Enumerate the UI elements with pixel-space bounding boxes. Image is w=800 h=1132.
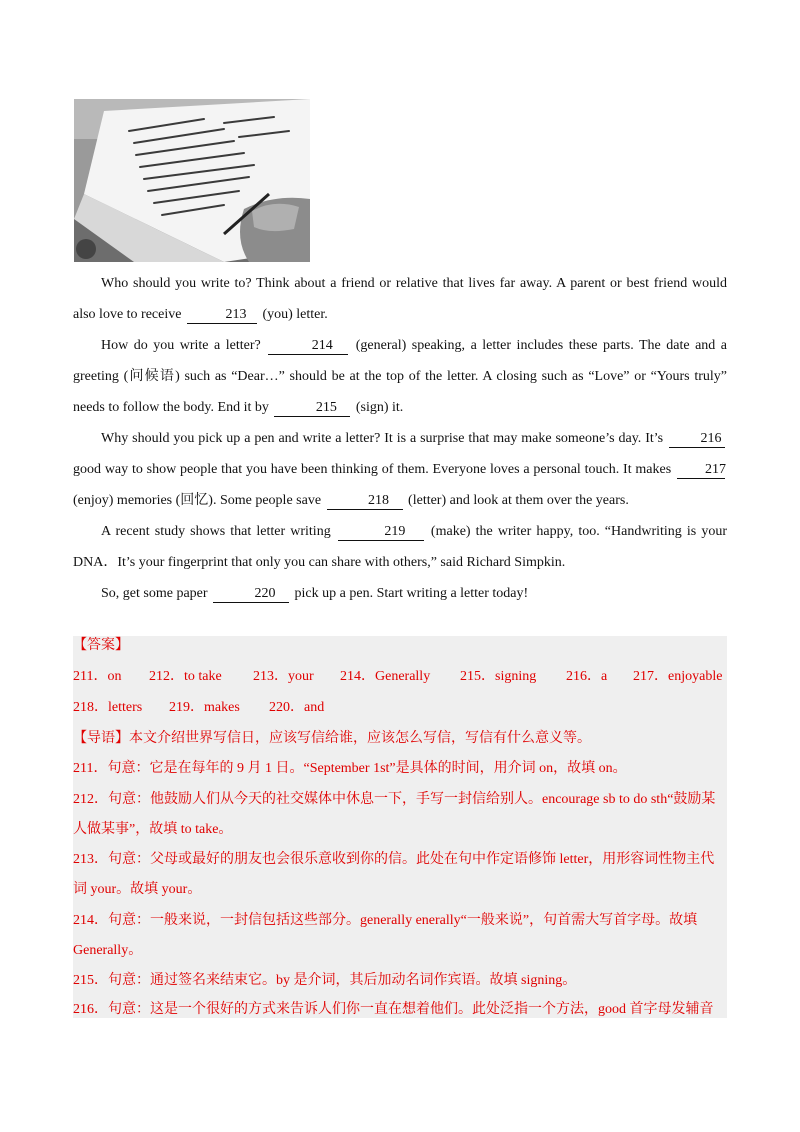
paragraph-5-text-end: pick up a pen. Start writing a letter today! [294,586,529,601]
answer-row-1 [73,667,722,687]
answer-item: 216．a [566,669,608,684]
paragraph-4-text: A recent study shows that letter writing [101,524,331,539]
blank-215[interactable]: 215 [274,399,350,417]
letter-writing-photo [74,99,310,262]
paragraph-3-text-mid: good way to show people that you have been thinking of them. Everyone loves a personal touch. It makes [73,462,672,477]
answer-item: 213．your [253,669,314,684]
explanation-213: 213．句意：父母或最好的朋友也会很乐意收到你的信。此处在句中作定语修饰 letter，用形容词性物主代 [73,852,715,867]
blank-214[interactable]: 214 [268,337,348,355]
explanation-216: 216．句意：这是一个很好的方式来告诉人们你一直在想着他们。此处泛指一个方法，good 首字母发辅音 [73,1002,714,1017]
explanation-213-cont: 词 your。故填 your。 [73,882,202,897]
paragraph-5-text: So, get some paper [101,586,208,601]
paragraph-1-text: Who should you write to? Think about a friend or relative that lives far away. A parent or best friend would also love to receive [73,276,727,322]
paragraph-2-text-end: (sign) it. [355,400,404,415]
blank-216[interactable]: 216 [669,430,725,448]
paragraph-1 [73,268,727,330]
explanation-211: 211．句意：它是在每年的 9 月 1 日。“September 1st”是具体的时间，用介词 on，故填 on。 [73,761,627,776]
explanation-212: 212．句意：他鼓励人们从今天的社交媒体中休息一下，手写一封信给别人。encourage sb to do sth“鼓励某 [73,792,716,807]
answer-item: 211．on [73,669,122,684]
blank-217[interactable]: 217 [677,461,725,479]
answer-item: 218．letters [73,700,143,715]
explanation-215: 215．句意：通过签名来结束它。by 是介词，其后加动名词作宾语。故填 signing。 [73,973,577,988]
answer-item: 215．signing [460,669,537,684]
paragraph-3-text-mid2: (enjoy) memories (回忆). Some people save [73,493,322,508]
paragraph-3-text-end: (letter) and look at them over the years. [408,493,629,508]
answer-item: 219．makes [169,700,240,715]
blank-213[interactable]: 213 [187,306,257,324]
answer-item: 212．to take [149,669,222,684]
explanation-214-cont: Generally。 [73,943,143,958]
paragraph-2 [73,330,727,423]
answer-item: 220．and [269,700,325,715]
blank-219[interactable]: 219 [338,523,424,541]
answer-item: 217．enjoyable [633,669,723,684]
blank-220[interactable]: 220 [213,585,289,603]
answer-heading: 【答案】 [73,638,129,653]
paragraph-4 [73,516,727,578]
hand-writing-letter-image [74,99,310,262]
answer-row-2 [73,698,324,718]
paragraph-1-text-end: (you) letter. [262,307,328,322]
blank-218[interactable]: 218 [327,492,403,510]
guide-text: 【导语】本文介绍世界写信日，应该写信给谁，应该怎么写信，写信有什么意义等。 [73,731,591,746]
answer-key-section [73,636,727,1018]
explanation-214: 214．句意：一般来说，一封信包括这些部分。generally enerally“一般来说”，句首需大写首字母。故填 [73,913,698,928]
reading-passage [73,268,727,609]
paragraph-2-text: How do you write a letter? [101,338,261,353]
answer-item: 214．Generally [340,669,431,684]
paragraph-5 [73,578,727,609]
paragraph-4-text-end: (make) the writer happy, too. “Handwriting is your DNA．It’s your fingerprint that only you can share with others,” said Richard Simpkin. [73,524,727,570]
paragraph-3-text: Why should you pick up a pen and write a letter? It is a surprise that may make someone’s day. It’s [101,431,664,446]
paragraph-2-text-mid: (general) speaking, a letter includes these parts. The date and a greeting (问候语) such as “Dear…” should be at the top of the letter. A closing such as “Love” or “Yours truly” needs to follow the body. End it by [73,338,728,415]
paragraph-3 [73,423,727,516]
explanation-212-cont: 人做某事”，故填 to take。 [73,822,233,837]
